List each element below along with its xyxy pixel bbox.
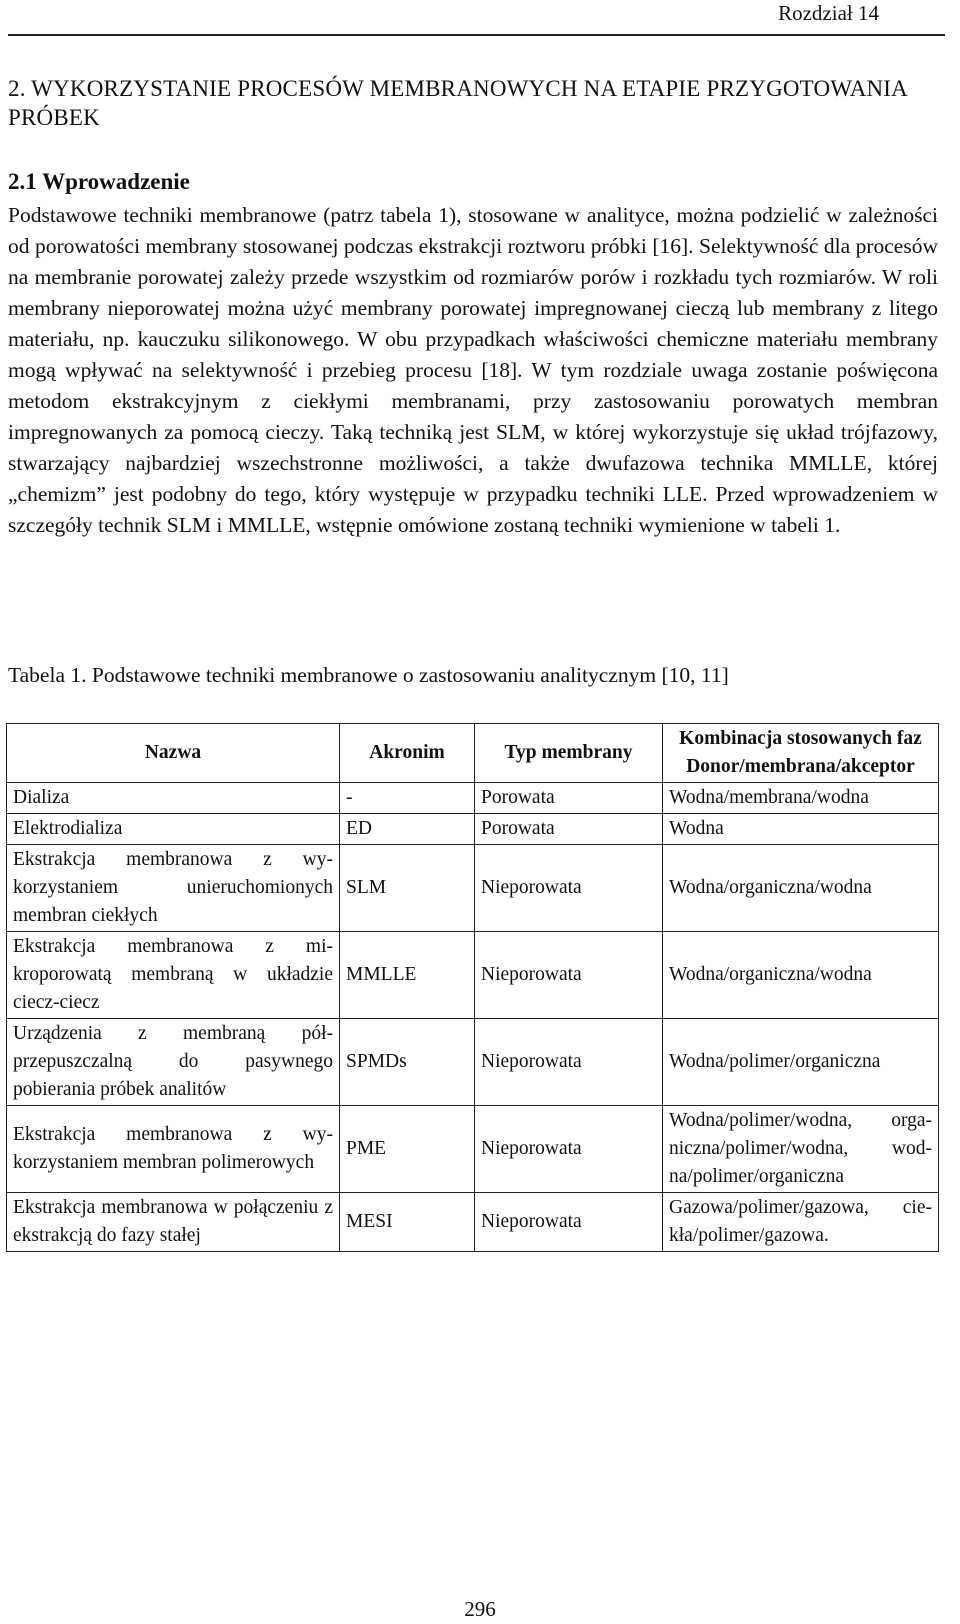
cell-acronym: SPMDs (340, 1019, 475, 1106)
cell-combination: Wodna/polimer/wodna, organiczna/polimer/wodna, wodna/polimer/organiczna (663, 1106, 939, 1193)
chapter-label: Rozdział 14 (778, 1, 879, 25)
header-acronym: Akronim (340, 724, 475, 783)
cell-acronym: MMLLE (340, 932, 475, 1019)
cell-type: Porowata (475, 783, 663, 814)
cell-type: Nieporowata (475, 1193, 663, 1252)
table-row (7, 932, 939, 1019)
cell-combination: Wodna (663, 814, 939, 845)
cell-combination: Wodna/membrana/wodna (663, 783, 939, 814)
cell-type: Nieporowata (475, 932, 663, 1019)
cell-name: Ekstrakcja membranowa z mikroporowatą membraną w układzie ciecz-ciecz (7, 932, 340, 1019)
cell-type: Nieporowata (475, 1106, 663, 1193)
cell-name: Dializa (7, 783, 340, 814)
cell-type: Nieporowata (475, 845, 663, 932)
header-type: Typ membrany (475, 724, 663, 783)
table-row (7, 1019, 939, 1106)
table-row (7, 783, 939, 814)
table-row (7, 845, 939, 932)
cell-acronym: SLM (340, 845, 475, 932)
chapter-title: 2. WYKORZYSTANIE PROCESÓW MEMBRANOWYCH NA ETAPIE PRZYGOTOWANIA PRÓBEK (8, 76, 907, 130)
table-caption: Tabela 1. Podstawowe techniki membranowe o zastosowaniu analitycznym [10, 11] (8, 663, 729, 687)
page-number: 296 (464, 1597, 496, 1621)
table-row (7, 814, 939, 845)
section-title: 2.1 Wprowadzenie (8, 169, 190, 194)
cell-type: Nieporowata (475, 1019, 663, 1106)
running-header (8, 0, 945, 36)
cell-name: Ekstrakcja membranowa z wykorzystaniem membran polimerowych (7, 1106, 340, 1193)
header-combination: Kombinacja stosowanych faz Donor/membrana/akceptor (663, 724, 939, 783)
cell-acronym: - (340, 783, 475, 814)
cell-type: Porowata (475, 814, 663, 845)
header-name: Nazwa (7, 724, 340, 783)
cell-combination: Wodna/organiczna/wodna (663, 932, 939, 1019)
cell-name: Ekstrakcja membranowa w połączeniu z ekstrakcją do fazy stałej (7, 1193, 340, 1252)
cell-combination: Wodna/polimer/organiczna (663, 1019, 939, 1106)
table-header-row (7, 724, 939, 783)
cell-name: Elektrodializa (7, 814, 340, 845)
cell-acronym: ED (340, 814, 475, 845)
body-paragraph: Podstawowe techniki membranowe (patrz tabela 1), stosowane w analityce, można podzielić w zależności od porowatości membrany stosowanej podczas ekstrakcji roztworu próbki [16]. Selektywność dla procesów na membranie porowatej zależy przede wszystkim od rozmiarów porów i rozkładu tych rozmiarów. W roli membrany nieporowatej można użyć membrany porowatej impregnowanej cieczą lub membrany z litego materiału, np. kauczuku silikonowego. W obu przypadkach właściwości chemiczne materiału membrany mogą wpływać na selektywność i przebieg procesu [18]. W tym rozdziale uwaga zostanie poświęcona metodom ekstrakcyjnym z ciekłymi membranami, przy zastosowaniu porowatych membran impregnowanych za pomocą cieczy. Taką techniką jest SLM, w której wykorzystuje się układ trójfazowy, stwarzający najbardziej wszechstronne możliwości, a także dwufazowa technika MMLLE, której „chemizm” jest podobny do tego, który występuje w przypadku techniki LLE. Przed wprowadzeniem w szczegóły technik SLM i MMLLE, wstępnie omówione zostaną techniki wymienione w tabeli 1. (8, 203, 938, 537)
cell-acronym: PME (340, 1106, 475, 1193)
cell-acronym: MESI (340, 1193, 475, 1252)
cell-name: Urządzenia z membraną półprzepuszczalną do pasywnego pobierania próbek analitów (7, 1019, 340, 1106)
table-row (7, 1106, 939, 1193)
techniques-table (6, 723, 939, 1252)
cell-name: Ekstrakcja membranowa z wykorzystaniem unieruchomionych membran ciekłych (7, 845, 340, 932)
cell-combination: Gazowa/polimer/gazowa, ciekła/polimer/gazowa. (663, 1193, 939, 1252)
table-row (7, 1193, 939, 1252)
cell-combination: Wodna/organiczna/wodna (663, 845, 939, 932)
